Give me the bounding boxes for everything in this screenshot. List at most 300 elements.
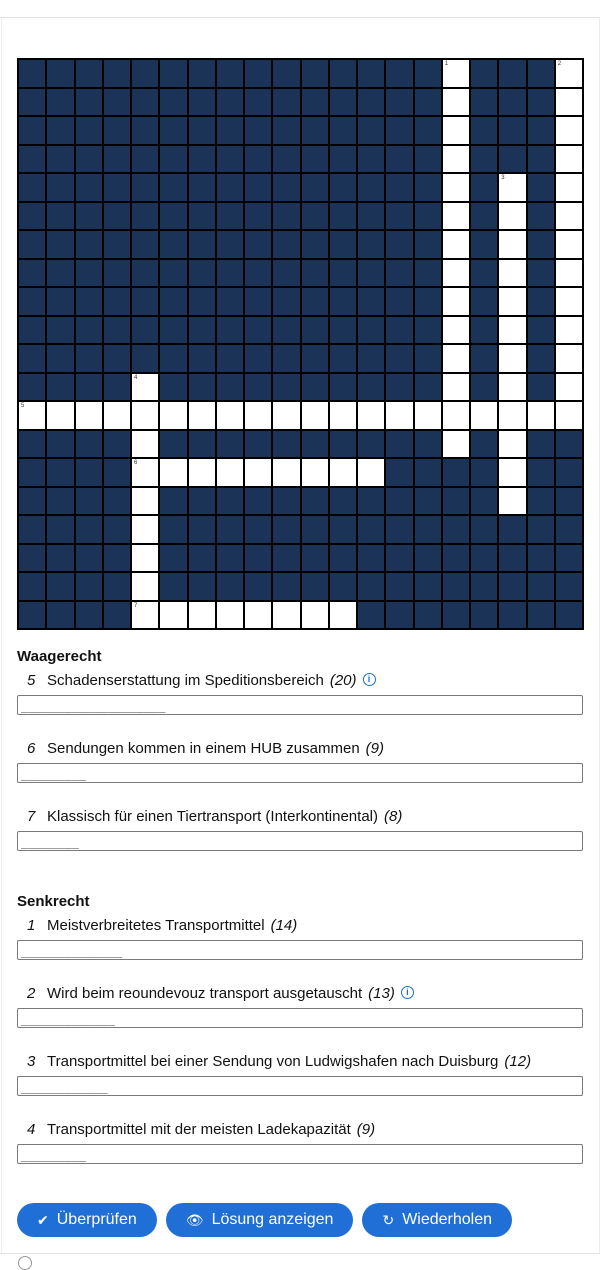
grid-cell-blocked	[414, 316, 442, 345]
grid-cell-blocked	[470, 116, 498, 145]
grid-cell-open[interactable]	[18, 401, 46, 430]
retry-button[interactable]	[362, 1203, 512, 1237]
grid-cell-blocked	[216, 487, 244, 516]
grid-cell-blocked	[216, 430, 244, 459]
clue-row	[17, 1120, 583, 1144]
retry-button-label: Wiederholen	[402, 1211, 493, 1228]
grid-cell-open[interactable]	[131, 458, 159, 487]
grid-cell-blocked	[385, 202, 413, 231]
grid-cell-blocked	[131, 316, 159, 345]
grid-cell-blocked	[357, 316, 385, 345]
grid-cell-blocked	[244, 116, 272, 145]
clue-row	[17, 1052, 583, 1076]
clue-number: 1	[27, 917, 36, 934]
grid-cell-open[interactable]	[216, 601, 244, 630]
grid-cell-blocked	[131, 88, 159, 117]
down-title: Senkrecht	[17, 893, 90, 910]
grid-cell-open[interactable]	[216, 458, 244, 487]
grid-cell-blocked	[18, 59, 46, 88]
grid-cell-open[interactable]	[442, 430, 470, 459]
grid-cell-blocked	[442, 544, 470, 573]
grid-cell-blocked	[18, 145, 46, 174]
grid-cell-open[interactable]	[555, 59, 583, 88]
grid-cell-blocked	[272, 572, 300, 601]
grid-cell-open[interactable]	[555, 202, 583, 231]
grid-cell-blocked	[527, 116, 555, 145]
grid-cell-blocked	[470, 430, 498, 459]
crossword-grid	[17, 58, 584, 630]
grid-cell-blocked	[272, 173, 300, 202]
grid-cell-blocked	[555, 430, 583, 459]
grid-cell-blocked	[272, 259, 300, 288]
grid-cell-open[interactable]	[75, 401, 103, 430]
grid-cell-open[interactable]	[272, 401, 300, 430]
answer-input[interactable]: ____________________	[17, 695, 583, 715]
grid-cell-blocked	[46, 544, 74, 573]
clue-length: (14)	[270, 917, 298, 934]
grid-cell-blocked	[75, 88, 103, 117]
grid-cell-blocked	[301, 572, 329, 601]
grid-cell-open[interactable]	[131, 487, 159, 516]
grid-cell-open[interactable]	[498, 373, 526, 402]
grid-cell-open[interactable]	[498, 202, 526, 231]
answer-input[interactable]: _________	[17, 763, 583, 783]
grid-cell-blocked	[188, 373, 216, 402]
grid-cell-blocked	[357, 487, 385, 516]
clue-row	[17, 916, 583, 940]
clue-item	[17, 1120, 583, 1188]
grid-cell-blocked	[385, 88, 413, 117]
grid-cell-open[interactable]	[131, 515, 159, 544]
grid-cell-blocked	[216, 344, 244, 373]
grid-cell-blocked	[103, 145, 131, 174]
across-title: Waagerecht	[17, 648, 102, 665]
grid-cell-blocked	[46, 373, 74, 402]
grid-cell-blocked	[442, 487, 470, 516]
grid-cell-blocked	[385, 572, 413, 601]
grid-cell-blocked	[301, 202, 329, 231]
grid-cell-blocked	[385, 458, 413, 487]
grid-cell-open[interactable]	[498, 430, 526, 459]
answer-input[interactable]: _________	[17, 1144, 583, 1164]
grid-cell-open[interactable]	[555, 230, 583, 259]
grid-cell-blocked	[216, 287, 244, 316]
grid-cell-blocked	[470, 88, 498, 117]
grid-cell-blocked	[131, 116, 159, 145]
action-buttons	[17, 1203, 512, 1237]
grid-cell-open[interactable]	[357, 401, 385, 430]
grid-cell-blocked	[75, 316, 103, 345]
grid-cell-open[interactable]	[498, 316, 526, 345]
grid-cell-open[interactable]	[329, 458, 357, 487]
grid-cell-open[interactable]	[498, 401, 526, 430]
grid-cell-blocked	[329, 487, 357, 516]
grid-cell-blocked	[527, 430, 555, 459]
grid-cell-blocked	[188, 88, 216, 117]
grid-cell-blocked	[329, 230, 357, 259]
grid-cell-open[interactable]	[555, 145, 583, 174]
grid-cell-blocked	[329, 88, 357, 117]
grid-cell-blocked	[244, 145, 272, 174]
grid-cell-blocked	[385, 487, 413, 516]
grid-cell-blocked	[46, 316, 74, 345]
grid-cell-blocked	[18, 88, 46, 117]
grid-cell-blocked	[470, 601, 498, 630]
grid-cell-open[interactable]	[301, 401, 329, 430]
grid-cell-blocked	[470, 287, 498, 316]
grid-cell-open[interactable]	[272, 601, 300, 630]
grid-cell-blocked	[329, 173, 357, 202]
grid-cell-blocked	[498, 515, 526, 544]
grid-cell-open[interactable]	[329, 601, 357, 630]
grid-cell-blocked	[18, 373, 46, 402]
grid-cell-open[interactable]	[244, 401, 272, 430]
grid-cell-blocked	[414, 373, 442, 402]
answer-input[interactable]: _____________	[17, 1008, 583, 1028]
grid-cell-blocked	[385, 515, 413, 544]
answer-input[interactable]: ________	[17, 831, 583, 851]
grid-cell-blocked	[527, 145, 555, 174]
grid-cell-open[interactable]	[188, 601, 216, 630]
grid-cell-open[interactable]	[216, 401, 244, 430]
grid-cell-open[interactable]	[442, 401, 470, 430]
clue-row	[17, 984, 583, 1008]
grid-cell-blocked	[272, 430, 300, 459]
grid-cell-blocked	[527, 458, 555, 487]
grid-cell-blocked	[188, 259, 216, 288]
grid-cell-blocked	[188, 316, 216, 345]
grid-cell-open[interactable]	[159, 401, 187, 430]
grid-cell-open[interactable]	[385, 401, 413, 430]
clue-length: (13)	[368, 985, 395, 1002]
grid-cell-open[interactable]	[555, 173, 583, 202]
grid-cell-blocked	[75, 259, 103, 288]
clue-length: (12)	[504, 1053, 532, 1070]
grid-cell-blocked	[414, 287, 442, 316]
grid-cell-blocked	[527, 487, 555, 516]
grid-cell-open[interactable]	[442, 373, 470, 402]
grid-cell-blocked	[159, 515, 187, 544]
grid-cell-blocked	[555, 487, 583, 516]
grid-cell-blocked	[470, 544, 498, 573]
grid-cell-blocked	[272, 544, 300, 573]
grid-cell-blocked	[103, 544, 131, 573]
grid-cell-blocked	[103, 601, 131, 630]
grid-cell-blocked	[385, 601, 413, 630]
grid-cell-blocked	[527, 173, 555, 202]
grid-cell-blocked	[216, 145, 244, 174]
grid-cell-blocked	[301, 59, 329, 88]
grid-cell-blocked	[272, 230, 300, 259]
clue-row	[17, 739, 583, 763]
grid-cell-blocked	[75, 515, 103, 544]
grid-cell-open[interactable]	[470, 401, 498, 430]
clue-row	[17, 671, 583, 695]
grid-cell-open[interactable]	[131, 572, 159, 601]
grid-cell-blocked	[357, 88, 385, 117]
grid-cell-blocked	[498, 572, 526, 601]
grid-cell-blocked	[46, 430, 74, 459]
grid-cell-open[interactable]	[527, 401, 555, 430]
cell-number: 6	[134, 460, 138, 466]
grid-cell-blocked	[216, 173, 244, 202]
grid-cell-blocked	[188, 145, 216, 174]
grid-cell-blocked	[18, 544, 46, 573]
grid-cell-blocked	[75, 430, 103, 459]
grid-cell-open[interactable]	[442, 202, 470, 231]
grid-cell-open[interactable]	[555, 88, 583, 117]
grid-cell-open[interactable]	[131, 601, 159, 630]
grid-cell-blocked	[301, 116, 329, 145]
grid-cell-open[interactable]	[555, 259, 583, 288]
grid-cell-open[interactable]	[301, 601, 329, 630]
grid-cell-open[interactable]	[442, 287, 470, 316]
grid-cell-blocked	[244, 173, 272, 202]
grid-cell-open[interactable]	[301, 458, 329, 487]
grid-cell-open[interactable]	[555, 344, 583, 373]
grid-cell-blocked	[216, 544, 244, 573]
grid-cell-blocked	[18, 116, 46, 145]
grid-cell-blocked	[301, 344, 329, 373]
grid-cell-blocked	[75, 145, 103, 174]
grid-cell-open[interactable]	[498, 173, 526, 202]
eye-icon: 👁	[185, 1211, 204, 1228]
grid-cell-blocked	[357, 145, 385, 174]
grid-cell-blocked	[244, 487, 272, 516]
grid-cell-open[interactable]	[498, 458, 526, 487]
grid-cell-blocked	[188, 344, 216, 373]
grid-cell-blocked	[414, 259, 442, 288]
grid-cell-blocked	[357, 287, 385, 316]
grid-cell-blocked	[301, 259, 329, 288]
grid-cell-blocked	[46, 145, 74, 174]
grid-cell-open[interactable]	[188, 401, 216, 430]
clue-number: 4	[27, 1121, 36, 1138]
grid-cell-blocked	[216, 259, 244, 288]
grid-cell-blocked	[301, 230, 329, 259]
grid-cell-open[interactable]	[442, 344, 470, 373]
grid-cell-blocked	[470, 373, 498, 402]
cell-number: 3	[501, 175, 505, 181]
grid-cell-blocked	[18, 230, 46, 259]
grid-cell-blocked	[159, 572, 187, 601]
grid-cell-open[interactable]	[442, 230, 470, 259]
bottom-divider	[0, 1253, 600, 1254]
grid-cell-open[interactable]	[498, 287, 526, 316]
grid-cell-open[interactable]	[555, 116, 583, 145]
grid-cell-open[interactable]	[498, 259, 526, 288]
clue-row	[17, 807, 583, 831]
grid-cell-open[interactable]	[46, 401, 74, 430]
grid-cell-open[interactable]	[555, 401, 583, 430]
grid-cell-blocked	[216, 572, 244, 601]
grid-cell-blocked	[414, 88, 442, 117]
grid-cell-open[interactable]	[555, 316, 583, 345]
grid-cell-open[interactable]	[555, 287, 583, 316]
grid-cell-blocked	[159, 487, 187, 516]
clue-number: 5	[27, 672, 36, 689]
grid-cell-blocked	[75, 344, 103, 373]
grid-cell-open[interactable]	[244, 601, 272, 630]
grid-cell-blocked	[357, 572, 385, 601]
clue-number: 2	[27, 985, 36, 1002]
grid-cell-blocked	[357, 230, 385, 259]
grid-cell-open[interactable]	[442, 173, 470, 202]
grid-cell-blocked	[470, 316, 498, 345]
grid-cell-blocked	[244, 373, 272, 402]
grid-cell-blocked	[301, 287, 329, 316]
grid-cell-blocked	[75, 202, 103, 231]
check-circle-icon: ✔	[37, 1211, 49, 1228]
grid-cell-blocked	[527, 544, 555, 573]
grid-cell-blocked	[301, 430, 329, 459]
grid-cell-open[interactable]	[442, 145, 470, 174]
grid-cell-blocked	[18, 202, 46, 231]
grid-cell-open[interactable]	[442, 316, 470, 345]
grid-cell-blocked	[188, 544, 216, 573]
grid-cell-open[interactable]	[498, 344, 526, 373]
grid-cell-blocked	[216, 116, 244, 145]
grid-cell-blocked	[329, 515, 357, 544]
grid-cell-open[interactable]	[131, 373, 159, 402]
grid-cell-blocked	[244, 287, 272, 316]
grid-cell-blocked	[470, 230, 498, 259]
grid-cell-blocked	[385, 173, 413, 202]
grid-cell-blocked	[131, 287, 159, 316]
grid-cell-blocked	[159, 373, 187, 402]
grid-cell-blocked	[272, 287, 300, 316]
grid-cell-blocked	[159, 59, 187, 88]
grid-cell-blocked	[555, 515, 583, 544]
grid-cell-blocked	[498, 145, 526, 174]
grid-cell-blocked	[442, 458, 470, 487]
grid-cell-blocked	[18, 173, 46, 202]
grid-cell-open[interactable]	[244, 458, 272, 487]
grid-cell-blocked	[103, 59, 131, 88]
cell-number: 1	[444, 61, 449, 67]
grid-cell-blocked	[216, 373, 244, 402]
grid-cell-open[interactable]	[272, 458, 300, 487]
grid-cell-blocked	[442, 601, 470, 630]
grid-cell-open[interactable]	[414, 401, 442, 430]
grid-cell-blocked	[385, 230, 413, 259]
grid-cell-blocked	[131, 145, 159, 174]
grid-cell-blocked	[498, 88, 526, 117]
grid-cell-blocked	[244, 88, 272, 117]
grid-cell-blocked	[244, 230, 272, 259]
grid-cell-blocked	[329, 287, 357, 316]
grid-cell-blocked	[527, 59, 555, 88]
grid-cell-blocked	[131, 259, 159, 288]
answer-input[interactable]: ______________	[17, 940, 583, 960]
clue-item	[17, 671, 583, 739]
grid-cell-blocked	[103, 202, 131, 231]
grid-cell-open[interactable]	[442, 88, 470, 117]
grid-cell-blocked	[188, 572, 216, 601]
grid-cell-open[interactable]	[131, 544, 159, 573]
grid-cell-blocked	[329, 116, 357, 145]
check-button[interactable]	[17, 1203, 157, 1237]
grid-cell-blocked	[244, 344, 272, 373]
grid-cell-blocked	[527, 202, 555, 231]
grid-cell-blocked	[244, 515, 272, 544]
grid-cell-blocked	[103, 230, 131, 259]
grid-cell-blocked	[414, 601, 442, 630]
grid-cell-open[interactable]	[188, 458, 216, 487]
grid-cell-open[interactable]	[159, 601, 187, 630]
grid-cell-open[interactable]	[159, 458, 187, 487]
grid-cell-blocked	[272, 344, 300, 373]
clue-length: (8)	[384, 808, 403, 825]
show-solution-label: Lösung anzeigen	[211, 1211, 334, 1228]
grid-cell-open[interactable]	[329, 401, 357, 430]
grid-cell-blocked	[131, 59, 159, 88]
grid-cell-blocked	[555, 572, 583, 601]
grid-cell-blocked	[470, 259, 498, 288]
grid-cell-open[interactable]	[131, 401, 159, 430]
info-circle-icon[interactable]: i	[363, 673, 376, 686]
check-button-label: Überprüfen	[56, 1211, 137, 1228]
grid-cell-blocked	[414, 458, 442, 487]
grid-cell-blocked	[244, 430, 272, 459]
grid-cell-blocked	[18, 430, 46, 459]
scroll-indicator	[18, 1256, 32, 1270]
grid-cell-open[interactable]	[498, 487, 526, 516]
grid-cell-blocked	[272, 88, 300, 117]
grid-cell-open[interactable]	[131, 430, 159, 459]
grid-cell-blocked	[527, 230, 555, 259]
grid-cell-blocked	[216, 88, 244, 117]
grid-cell-blocked	[244, 202, 272, 231]
show-solution-button[interactable]	[166, 1203, 354, 1237]
grid-cell-blocked	[159, 544, 187, 573]
grid-cell-blocked	[357, 430, 385, 459]
grid-cell-blocked	[414, 515, 442, 544]
grid-cell-blocked	[159, 287, 187, 316]
grid-cell-blocked	[470, 59, 498, 88]
grid-cell-open[interactable]	[555, 373, 583, 402]
grid-cell-open[interactable]	[498, 230, 526, 259]
cell-number: 7	[134, 602, 138, 609]
redo-icon: ↻	[382, 1211, 395, 1228]
grid-cell-open[interactable]	[442, 116, 470, 145]
answer-input[interactable]: ____________	[17, 1076, 583, 1096]
grid-cell-blocked	[385, 344, 413, 373]
grid-cell-blocked	[188, 116, 216, 145]
grid-cell-blocked	[272, 59, 300, 88]
grid-cell-blocked	[188, 202, 216, 231]
grid-cell-blocked	[301, 88, 329, 117]
grid-cell-blocked	[18, 287, 46, 316]
grid-cell-open[interactable]	[103, 401, 131, 430]
grid-cell-blocked	[301, 316, 329, 345]
grid-cell-open[interactable]	[357, 458, 385, 487]
grid-cell-blocked	[188, 430, 216, 459]
grid-cell-open[interactable]	[442, 259, 470, 288]
info-circle-icon[interactable]: i	[401, 986, 414, 999]
clue-length: (9)	[356, 1121, 376, 1138]
grid-cell-blocked	[414, 572, 442, 601]
grid-cell-blocked	[46, 230, 74, 259]
grid-cell-blocked	[385, 430, 413, 459]
grid-cell-blocked	[272, 373, 300, 402]
grid-cell-blocked	[357, 202, 385, 231]
grid-cell-blocked	[414, 145, 442, 174]
grid-cell-blocked	[470, 515, 498, 544]
grid-cell-blocked	[357, 601, 385, 630]
grid-cell-blocked	[75, 458, 103, 487]
grid-cell-open[interactable]	[442, 59, 470, 88]
